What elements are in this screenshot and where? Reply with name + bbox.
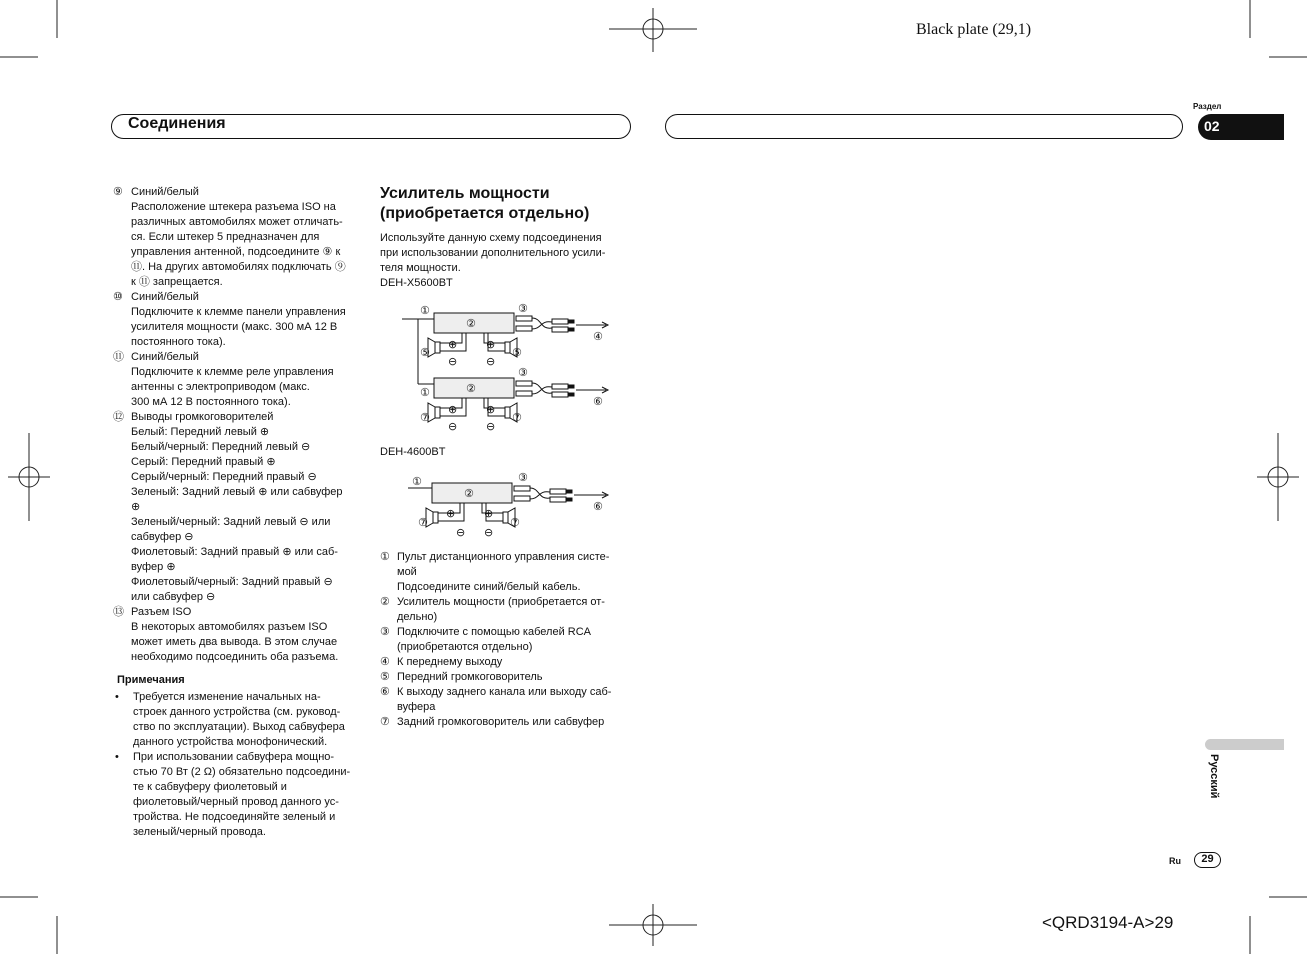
doc-id: <QRD3194-A>29: [1042, 913, 1174, 932]
text-line: вуфера: [397, 701, 436, 713]
lang-code: Ru: [1169, 856, 1181, 866]
item-text: [397, 685, 611, 715]
plus-mark: ⊕: [448, 403, 458, 416]
item-number: ⑦: [380, 716, 390, 728]
item-number: ⑨: [113, 186, 123, 198]
text-line: Зеленый/черный: Задний левый ⊖ или: [131, 516, 331, 528]
plus-mark: ⊕: [486, 338, 496, 351]
text-line: Разъем ISO: [131, 606, 192, 618]
text-line: Подключите к клемме реле управления: [131, 366, 334, 378]
callout-7: ⑦: [418, 516, 428, 529]
list-item: [380, 550, 640, 595]
plus-mark: ⊕: [448, 338, 458, 351]
text-line: ся. Если штекер 5 предназначен для: [131, 231, 320, 243]
callout-3: ③: [518, 302, 528, 315]
minus-mark: ⊖: [484, 526, 494, 539]
item-text: [397, 595, 605, 625]
text-line: дельно): [397, 611, 438, 623]
left-column: [113, 185, 369, 840]
list-item: [380, 655, 640, 670]
callout-2: ②: [466, 382, 476, 395]
list-item: [113, 290, 369, 350]
callout-7: ⑦: [420, 411, 430, 424]
item-text: [131, 410, 342, 605]
text-line: Выводы громкоговорителей: [131, 411, 274, 423]
list-item: [380, 715, 640, 730]
amp-heading-line: (приобретается отдельно): [380, 205, 590, 222]
rca-cable: [516, 316, 574, 332]
item-text: [397, 550, 609, 595]
callout-7: ⑦: [510, 516, 520, 529]
text-line: Серый/черный: Передний правый ⊖: [131, 471, 317, 483]
list-item: [113, 605, 369, 665]
note-item: [113, 750, 369, 840]
callout-3: ③: [518, 366, 528, 379]
callout-1: ①: [420, 386, 430, 399]
callout-5: ⑤: [512, 346, 522, 359]
note-item: [113, 690, 369, 750]
wiring-diagram-4600: [380, 466, 620, 546]
list-item: [113, 410, 369, 605]
callout-1: ①: [420, 304, 430, 317]
text-line: вуфер ⊕: [131, 561, 176, 573]
text-line: Расположение штекера разъема ISO на: [131, 201, 336, 213]
amp-intro: [380, 231, 605, 291]
plus-mark: ⊕: [486, 403, 496, 416]
minus-mark: ⊖: [448, 420, 458, 433]
list-item: [113, 185, 369, 290]
item-number: ④: [380, 656, 390, 668]
list-item: [380, 685, 640, 715]
text-line: При использовании сабвуфера мощно-: [133, 751, 335, 763]
callout-2: ②: [464, 487, 474, 500]
list-item: [380, 625, 640, 655]
plate-label: Black plate (29,1): [916, 21, 1032, 38]
model-label-x5600: DEH-X5600BT: [380, 277, 453, 289]
item-text: [131, 605, 338, 665]
text-line: к ⑪ запрещается.: [131, 276, 223, 288]
text-line: антенны с электроприводом (макс.: [131, 381, 310, 393]
language-label: Русский: [1208, 754, 1220, 799]
minus-mark: ⊖: [486, 355, 496, 368]
text-line: Зеленый: Задний левый ⊕ или сабвуфер: [131, 486, 343, 498]
text-line: различных автомобилях может отличать-: [131, 216, 343, 228]
section-label: Раздел: [1193, 102, 1222, 111]
minus-mark: ⊖: [486, 420, 496, 433]
callout-6: ⑥: [593, 395, 603, 408]
text-line: ство по эксплуатации). Выход сабвуфера: [133, 721, 345, 733]
text-line: Серый: Передний правый ⊕: [131, 456, 276, 468]
text-line: Подсоедините синий/белый кабель.: [397, 581, 581, 593]
text-line: К выходу заднего канала или выходу саб-: [397, 686, 612, 698]
text-line: постоянного тока).: [131, 336, 226, 348]
text-line: управления антенной, подсоедините ⑨ к: [131, 246, 341, 258]
text-line: или сабвуфер ⊖: [131, 591, 216, 603]
plus-mark: ⊕: [446, 507, 456, 520]
amp-heading: [380, 184, 589, 224]
text-line: Белый/черный: Передний левый ⊖: [131, 441, 311, 453]
rca-cable: [514, 486, 572, 502]
text-line: В некоторых автомобилях разъем ISO: [131, 621, 328, 633]
item-text: [131, 290, 346, 350]
text-line: 300 мА 12 В постоянного тока).: [131, 396, 291, 408]
diagram-legend: [380, 550, 640, 730]
right-title-bar: [665, 114, 1183, 139]
text-line: сабвуфер ⊖: [131, 531, 194, 543]
bullet-mark: •: [115, 691, 119, 703]
text-line: фиолетовый/черный провод данного ус-: [133, 796, 339, 808]
list-item: [380, 670, 640, 685]
list-item: [380, 595, 640, 625]
item-number: ⑫: [113, 411, 124, 423]
text-line: зеленый/черный провода.: [133, 826, 266, 838]
text-line: Белый: Передний левый ⊕: [131, 426, 270, 438]
item-text: [397, 625, 591, 655]
text-line: может иметь два вывода. В этом случае: [131, 636, 338, 648]
item-number: ⑬: [113, 606, 124, 618]
item-number: ⑩: [113, 291, 123, 303]
text-line: тройства. Не подсоединяйте зеленый и: [133, 811, 336, 823]
text-line: Синий/белый: [131, 186, 199, 198]
text-line: необходимо подсоединить оба разъема.: [131, 651, 339, 663]
item-text: [133, 690, 345, 750]
callout-2: ②: [466, 317, 476, 330]
text-line: усилителя мощности (макс. 300 мА 12 В: [131, 321, 338, 333]
minus-mark: ⊖: [456, 526, 466, 539]
item-text: [397, 655, 502, 670]
text-line: данного устройства монофонический.: [133, 736, 328, 748]
text-line: Требуется изменение начальных на-: [133, 691, 321, 703]
text-line: строек данного устройства (см. руковод-: [133, 706, 341, 718]
notes-list: [113, 690, 369, 840]
rca-cable: [516, 381, 574, 397]
item-number: ③: [380, 626, 390, 638]
amp-heading-line: Усилитель мощности: [380, 185, 550, 202]
text-line: К переднему выходу: [397, 656, 503, 668]
item-text: [131, 350, 334, 410]
intro-line: при использовании дополнительного усили-: [380, 247, 606, 259]
text-line: Фиолетовый/черный: Задний правый ⊖: [131, 576, 333, 588]
callout-5: ⑤: [420, 346, 430, 359]
list-item: [113, 350, 369, 410]
callout-1: ①: [412, 475, 422, 488]
item-number: ⑪: [113, 351, 124, 363]
text-line: Передний громкоговоритель: [397, 671, 543, 683]
text-line: Синий/белый: [131, 291, 199, 303]
item-text: [133, 750, 350, 840]
text-line: Фиолетовый: Задний правый ⊕ или саб-: [131, 546, 338, 558]
text-line: (приобретаются отдельно): [397, 641, 533, 653]
page-number: 29: [1194, 852, 1221, 868]
bullet-mark: •: [115, 751, 119, 763]
minus-mark: ⊖: [448, 355, 458, 368]
item-number: ①: [380, 551, 390, 563]
intro-line: теля мощности.: [380, 262, 461, 274]
text-line: мой: [397, 566, 417, 578]
item-number: ②: [380, 596, 390, 608]
text-line: Задний громкоговоритель или сабвуфер: [397, 716, 605, 728]
text-line: Подключите с помощью кабелей RCA: [397, 626, 591, 638]
text-line: Усилитель мощности (приобретается от-: [397, 596, 605, 608]
section-number: 02: [1204, 118, 1220, 134]
item-number: ⑤: [380, 671, 390, 683]
section-title: Соединения: [128, 115, 226, 132]
item-text: [397, 715, 604, 730]
plus-mark: ⊕: [484, 507, 494, 520]
wiring-diagram-x5600: [380, 298, 620, 438]
wire-list: [113, 185, 369, 665]
item-number: ⑥: [380, 686, 390, 698]
text-line: ⊕: [131, 501, 141, 513]
text-line: Подключите к клемме панели управления: [131, 306, 346, 318]
text-line: стью 70 Вт (2 Ω) обязательно подсоедини-: [133, 766, 351, 778]
callout-7: ⑦: [512, 411, 522, 424]
item-text: [397, 670, 543, 685]
model-label-4600: DEH-4600BT: [380, 446, 446, 458]
text-line: Синий/белый: [131, 351, 199, 363]
text-line: те к сабвуферу фиолетовый и: [133, 781, 287, 793]
language-tab: [1205, 739, 1284, 750]
notes-heading: Примечания: [117, 674, 185, 686]
callout-4: ④: [593, 330, 603, 343]
callout-6: ⑥: [593, 500, 603, 513]
item-text: [131, 185, 346, 290]
callout-3: ③: [518, 471, 528, 484]
text-line: ⑪. На других автомобилях подключать ⑨: [131, 261, 346, 273]
text-line: Пульт дистанционного управления систе-: [397, 551, 610, 563]
intro-line: Используйте данную схему подсоединения: [380, 232, 602, 244]
